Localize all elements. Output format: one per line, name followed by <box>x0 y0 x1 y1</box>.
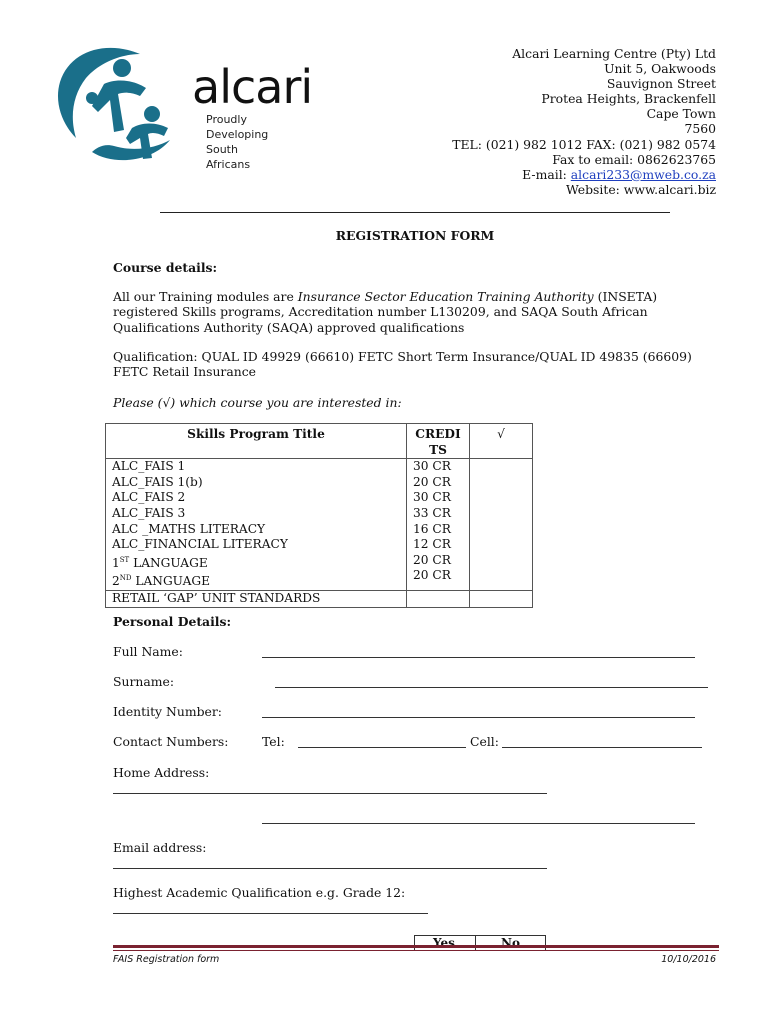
table-row: ALC_FINANCIAL LITERACY <box>112 537 288 552</box>
header-credits: CREDI TS <box>407 424 470 459</box>
logo-wordmark: alcari <box>192 60 313 114</box>
tel-fax: TEL: (021) 982 1012 FAX: (021) 982 0574 <box>452 136 716 152</box>
fax-to-email: Fax to email: 0862623765 <box>552 151 716 167</box>
header-divider <box>160 212 670 213</box>
address-line: Protea Heights, Brackenfell <box>541 91 716 107</box>
academic-qualification-label: Highest Academic Qualification e.g. Grade 12: <box>113 885 406 900</box>
address-city: Cape Town <box>646 106 716 122</box>
no-option[interactable]: No <box>501 936 520 950</box>
surname-label: Surname: <box>113 674 175 689</box>
credits-cell: 30 CR <box>413 490 451 505</box>
tel-label: Tel: <box>262 734 285 749</box>
footer-rule <box>113 945 719 948</box>
alcari-logo <box>52 40 313 171</box>
email-link[interactable]: alcari233@mweb.co.za <box>570 166 716 182</box>
credits-cell: 20 CR <box>413 552 451 567</box>
home-address-label: Home Address: <box>113 765 210 780</box>
company-name: Alcari Learning Centre (Pty) Ltd <box>512 46 716 61</box>
qualification-text: Qualification: QUAL ID 49929 (66610) FETC Short Term Insurance/QUAL ID 49835 (66609) FETC Retail Insurance <box>113 349 692 380</box>
table-row: ALC _MATHS LITERACY <box>112 521 266 536</box>
full-name-field[interactable] <box>262 657 695 658</box>
home-address-field-1[interactable] <box>113 793 547 794</box>
footer-form-name: FAIS Registration form <box>113 954 220 965</box>
form-title: REGISTRATION FORM <box>335 228 495 243</box>
check-cell[interactable] <box>470 459 533 591</box>
personal-details-heading: Personal Details: <box>113 614 232 629</box>
course-prompt: Please (√) which course you are interested in: <box>113 395 402 410</box>
credits-cell: 16 CR <box>413 521 451 536</box>
identity-number-label: Identity Number: <box>113 704 222 719</box>
credits-cell: 20 CR <box>413 474 451 489</box>
address-postcode: 7560 <box>684 121 716 137</box>
check-cell[interactable] <box>470 590 533 607</box>
header-check: √ <box>470 424 533 459</box>
course-details-heading: Course details: <box>113 260 218 275</box>
credits-cell: 12 CR <box>413 537 451 552</box>
credits-column <box>407 459 470 591</box>
table-row: ALC_FAIS 1(b) <box>112 474 203 489</box>
address-line: Sauvignon Street <box>606 76 716 92</box>
full-name-label: Full Name: <box>113 644 183 659</box>
tel-field[interactable] <box>298 747 466 748</box>
email-address-field[interactable] <box>113 868 547 869</box>
email-address-label: Email address: <box>113 840 207 855</box>
header-skills-title: Skills Program Title <box>106 424 407 459</box>
cell-label: Cell: <box>470 734 499 749</box>
company-address <box>452 46 716 197</box>
credits-cell: 20 CR <box>413 568 451 583</box>
surname-field[interactable] <box>275 687 708 688</box>
yes-option[interactable]: Yes <box>433 936 455 950</box>
footer-rule-thin <box>113 950 719 951</box>
identity-number-field[interactable] <box>262 717 695 718</box>
table-row: ALC_FAIS 1 <box>112 459 186 474</box>
academic-qualification-field[interactable] <box>113 913 428 914</box>
course-intro: All our Training modules are Insurance Sector Education Training Authority (INSETA) registered Skills programs, Accreditation number L130209, and SAQA South African Qualifications Authority (SAQA) approved qualifications <box>113 289 658 335</box>
table-body <box>106 459 533 591</box>
skills-program-table <box>105 423 533 608</box>
credits-cell: 33 CR <box>413 505 451 520</box>
credits-cell <box>407 590 470 607</box>
logo-tagline: Proudly Developing South Africans <box>206 113 269 171</box>
skills-title-column <box>106 459 407 591</box>
table-row <box>106 590 533 607</box>
table-row: ALC_FAIS 2 <box>112 490 186 505</box>
cell-field[interactable] <box>502 747 702 748</box>
table-header-row <box>106 424 533 459</box>
table-row: ALC_FAIS 3 <box>112 505 186 520</box>
skills-title-cell: RETAIL ‘GAP’ UNIT STANDARDS <box>106 590 407 607</box>
contact-numbers-label: Contact Numbers: <box>113 734 229 749</box>
email-line: E-mail: alcari233@mweb.co.za <box>522 166 716 182</box>
credits-cell: 30 CR <box>413 459 451 474</box>
address-line: Unit 5, Oakwoods <box>604 61 716 77</box>
footer-date: 10/10/2016 <box>661 954 716 965</box>
website: Website: www.alcari.biz <box>566 181 716 197</box>
table-row: 1ST LANGUAGE <box>112 555 208 570</box>
home-address-field-2[interactable] <box>262 823 695 824</box>
table-row: 2ND LANGUAGE <box>112 574 211 589</box>
logo-figures-icon <box>52 40 202 165</box>
